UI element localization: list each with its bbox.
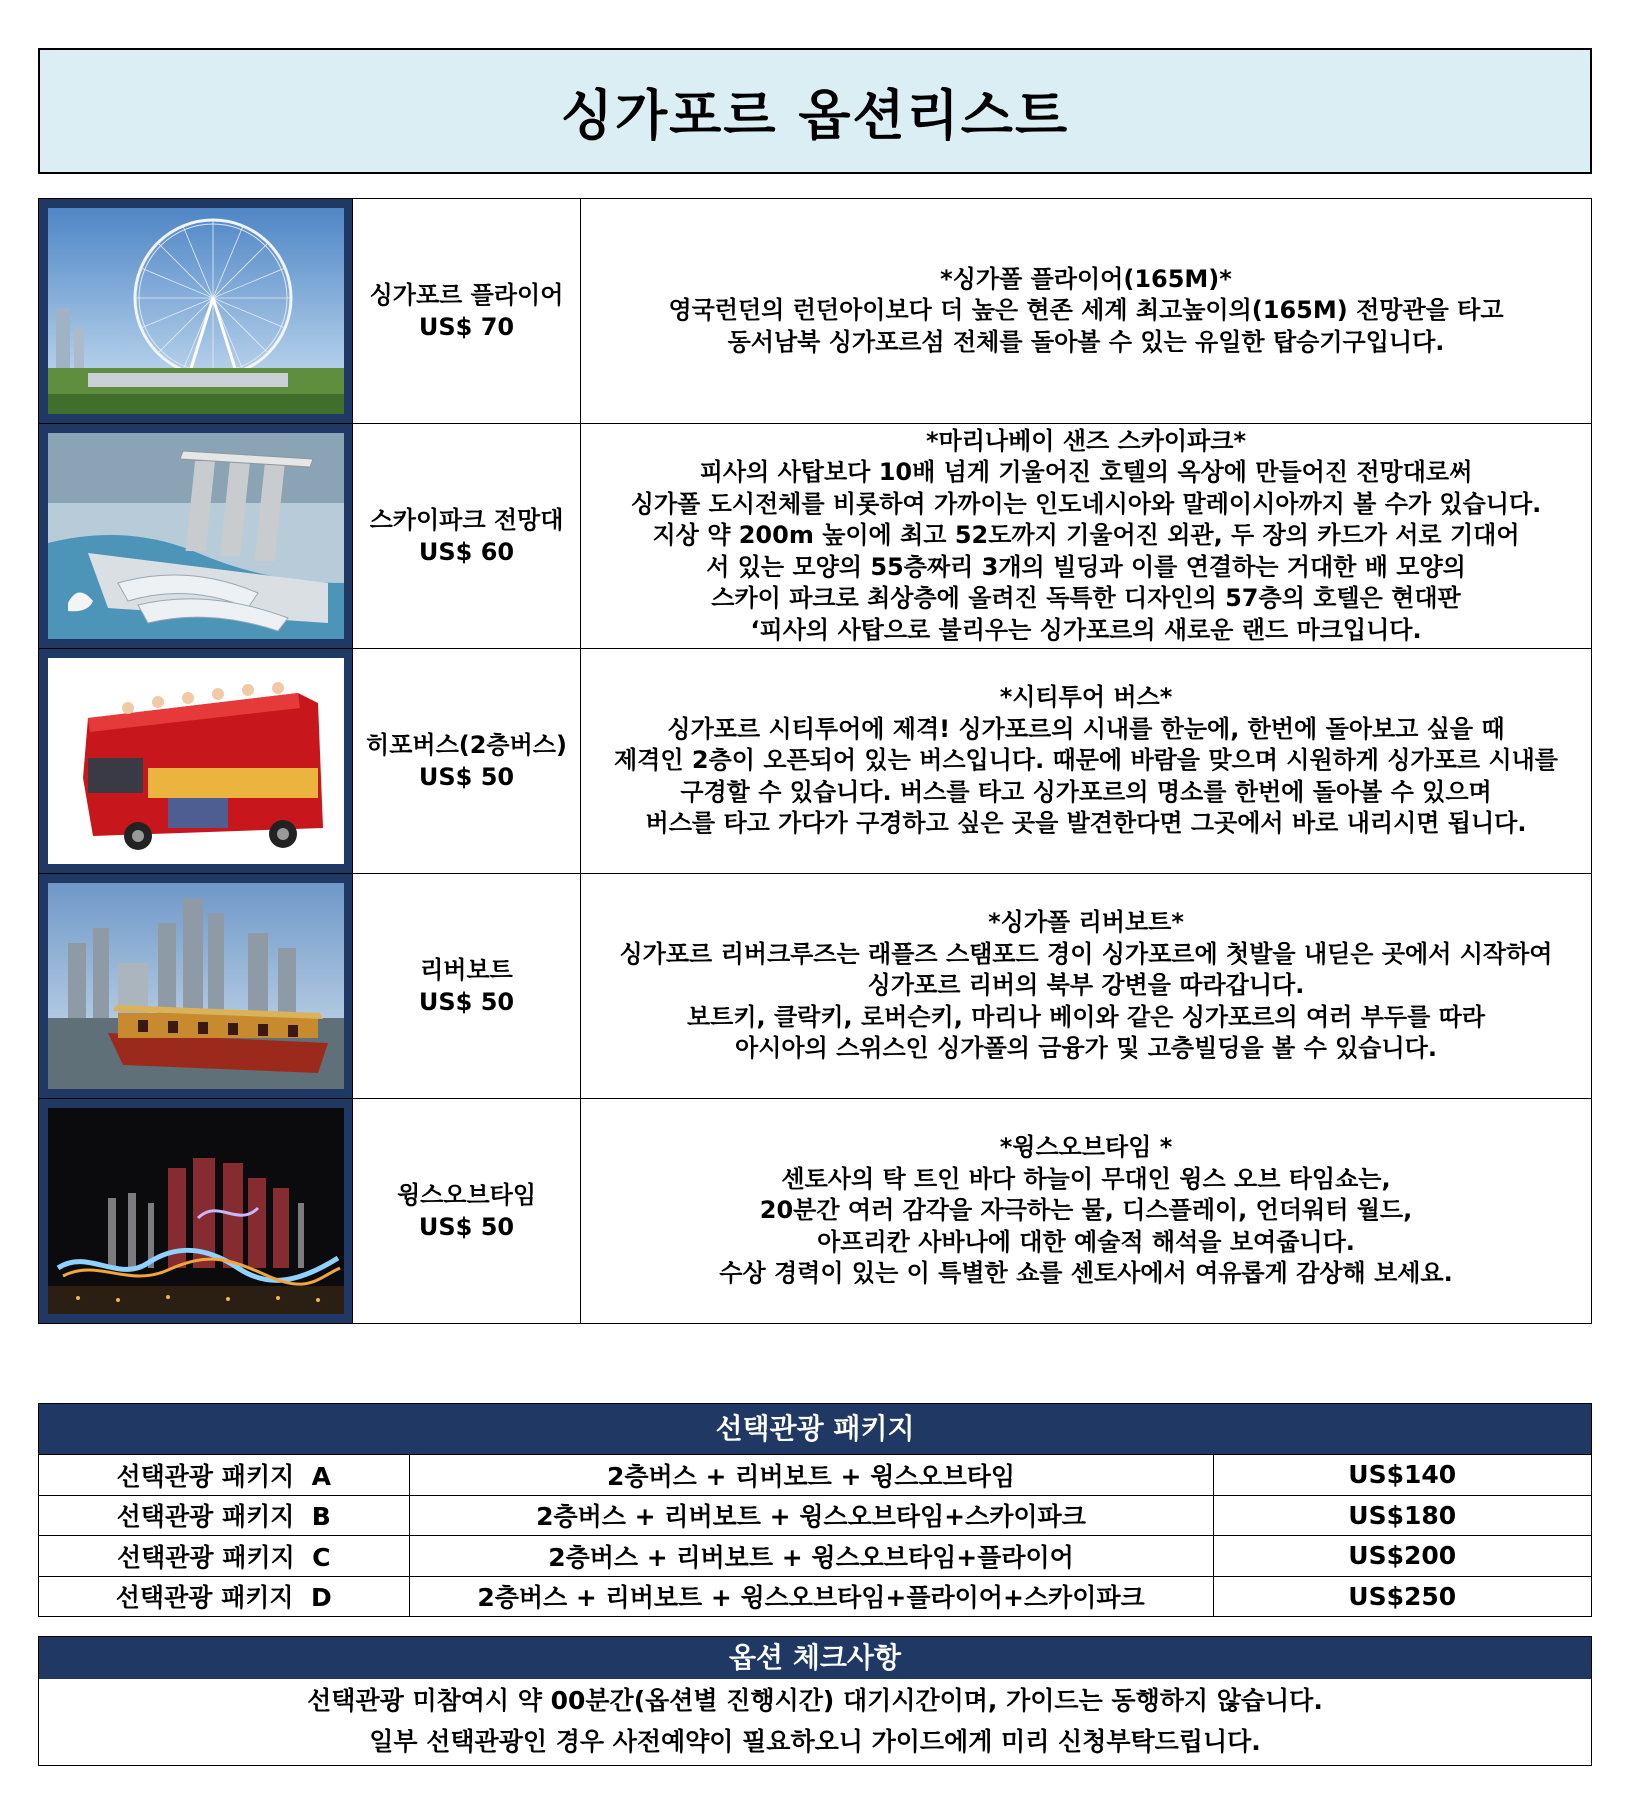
singapore-flyer-photo	[48, 208, 344, 414]
package-row	[39, 1576, 1591, 1616]
option-image-cell	[39, 874, 353, 1099]
check-line: 일부 선택관광인 경우 사전예약이 필요하오니 가이드에게 미리 신청부탁드립니다.	[369, 1727, 1261, 1756]
option-description	[581, 874, 1592, 1099]
package-table	[39, 1454, 1591, 1616]
description-line: 버스를 타고 가다가 구경하고 싶은 곳을 발견한다면 그곳에서 바로 내리시면 됩니다.	[645, 809, 1527, 838]
option-description	[581, 199, 1592, 424]
option-row	[39, 874, 1592, 1099]
option-image-cell	[39, 199, 353, 424]
option-row	[39, 1099, 1592, 1324]
option-price: US$ 50	[418, 1213, 515, 1241]
description-line: 지상 약 200m 높이에 최고 52도까지 기울어진 외관, 두 장의 카드가 서로 기대어	[652, 521, 1520, 550]
description-line: 서 있는 모양의 55층짜리 3개의 빌딩과 이를 연결하는 거대한 배 모양의	[706, 552, 1466, 581]
package-price: US$200	[1213, 1536, 1591, 1577]
description-line: 센토사의 탁 트인 바다 하늘이 무대인 윙스 오브 타임쇼는,	[781, 1164, 1391, 1193]
check-header: 옵션 체크사항	[39, 1637, 1591, 1679]
package-header: 선택관광 패키지	[39, 1404, 1591, 1454]
option-image-cell	[39, 649, 353, 874]
option-row	[39, 649, 1592, 874]
package-price: US$140	[1213, 1455, 1591, 1496]
description-line: *싱가폴 플라이어(165M)*	[940, 264, 1232, 293]
option-description	[581, 1099, 1592, 1324]
package-row	[39, 1455, 1591, 1496]
description-line: 구경할 수 있습니다. 버스를 타고 싱가포르의 명소를 한번에 돌아볼 수 있으며	[680, 777, 1492, 806]
check-line: 선택관광 미참여시 약 00분간(옵션별 진행시간) 대기시간이며, 가이드는 동행하지 않습니다.	[307, 1686, 1323, 1715]
description-line: 피사의 사탑보다 10배 넘게 기울어진 호텔의 옥상에 만들어진 전망대로써	[699, 458, 1473, 487]
description-line: 동서남북 싱가포르섬 전체를 돌아볼 수 있는 유일한 탑승기구입니다.	[727, 327, 1445, 356]
description-line: 아시아의 스위스인 싱가폴의 금융가 및 고층빌딩을 볼 수 있습니다.	[735, 1034, 1437, 1063]
page-title: 싱가포르 옵션리스트	[560, 83, 1070, 147]
package-row	[39, 1536, 1591, 1577]
check-section	[38, 1636, 1592, 1766]
option-name: 히포버스(2층버스)	[366, 731, 567, 759]
marina-bay-sands-photo	[48, 433, 344, 639]
description-line: 싱가포르 시티투어에 제격! 싱가포르의 시내를 한눈에, 한번에 돌아보고 싶을 때	[667, 714, 1505, 743]
option-name: 스카이파크 전망대	[369, 506, 564, 534]
description-line: 20분간 여러 감각을 자극하는 물, 디스플레이, 언더워터 월드,	[759, 1196, 1413, 1225]
option-name-cell	[353, 424, 581, 649]
option-name: 윙스오브타임	[396, 1181, 537, 1209]
package-name: 선택관광 패키지 C	[39, 1536, 409, 1577]
option-name: 리버보트	[420, 956, 513, 984]
option-name-cell	[353, 199, 581, 424]
option-price: US$ 50	[418, 763, 515, 791]
double-decker-bus-photo	[48, 658, 344, 864]
river-boat-photo	[48, 883, 344, 1089]
description-line: *시티투어 버스*	[999, 683, 1173, 712]
description-line: ‘피사의 사탑으로 불리우는 싱가포르의 새로운 랜드 마크입니다.	[750, 615, 1422, 644]
package-price: US$250	[1213, 1576, 1591, 1616]
option-price: US$ 60	[418, 538, 515, 566]
option-name-cell	[353, 1099, 581, 1324]
description-line: 영국런던의 런던아이보다 더 높은 현존 세계 최고높이의(165M) 전망관을 타고	[668, 296, 1504, 325]
option-row	[39, 199, 1592, 424]
description-line: 싱가포르 리버크루즈는 래플즈 스탬포드 경이 싱가포르에 첫발을 내딛은 곳에서 시작하여	[619, 939, 1553, 968]
title-banner	[38, 48, 1592, 174]
option-price: US$ 50	[418, 988, 515, 1016]
package-name: 선택관광 패키지 A	[39, 1455, 409, 1496]
option-name-cell	[353, 649, 581, 874]
option-description	[581, 649, 1592, 874]
package-items: 2층버스 + 리버보트 + 윙스오브타임	[409, 1455, 1213, 1496]
option-image-cell	[39, 424, 353, 649]
description-line: *마리나베이 샌즈 스카이파크*	[925, 426, 1247, 455]
description-line: 스카이 파크로 최상층에 올려진 독특한 디자인의 57층의 호텔은 현대판	[711, 584, 1461, 613]
package-price: US$180	[1213, 1495, 1591, 1536]
description-line: 제격인 2층이 오픈되어 있는 버스입니다. 때문에 바람을 맞으며 시원하게 싱가포르 시내를	[614, 746, 1558, 775]
package-name: 선택관광 패키지 D	[39, 1576, 409, 1616]
description-line: *윙스오브타임 *	[999, 1133, 1173, 1162]
package-items: 2층버스 + 리버보트 + 윙스오브타임+스카이파크	[409, 1495, 1213, 1536]
options-table	[38, 198, 1592, 1324]
description-line: 보트키, 클락키, 로버슨키, 마리나 베이와 같은 싱가포르의 여러 부두를 따라	[686, 1002, 1486, 1031]
option-row	[39, 424, 1592, 649]
package-name: 선택관광 패키지 B	[39, 1495, 409, 1536]
package-section	[38, 1403, 1592, 1617]
option-name-cell	[353, 874, 581, 1099]
description-line: *싱가폴 리버보트*	[988, 908, 1184, 937]
check-body	[39, 1679, 1591, 1765]
option-name: 싱가포르 플라이어	[369, 281, 564, 309]
option-description	[581, 424, 1592, 649]
description-line: 싱가폴 도시전체를 비롯하여 가까이는 인도네시아와 말레이시아까지 볼 수가 있습니다.	[630, 489, 1542, 518]
option-price: US$ 70	[418, 313, 515, 341]
description-line: 싱가포르 리버의 북부 강변을 따라갑니다.	[867, 971, 1305, 1000]
wings-of-time-show-photo	[48, 1108, 344, 1314]
option-image-cell	[39, 1099, 353, 1324]
description-line: 수상 경력이 있는 이 특별한 쇼를 센토사에서 여유롭게 감상해 보세요.	[719, 1259, 1453, 1288]
package-items: 2층버스 + 리버보트 + 윙스오브타임+플라이어	[409, 1536, 1213, 1577]
description-line: 아프리칸 사바나에 대한 예술적 해석을 보여줍니다.	[817, 1227, 1355, 1256]
package-row	[39, 1495, 1591, 1536]
package-items: 2층버스 + 리버보트 + 윙스오브타임+플라이어+스카이파크	[409, 1576, 1213, 1616]
